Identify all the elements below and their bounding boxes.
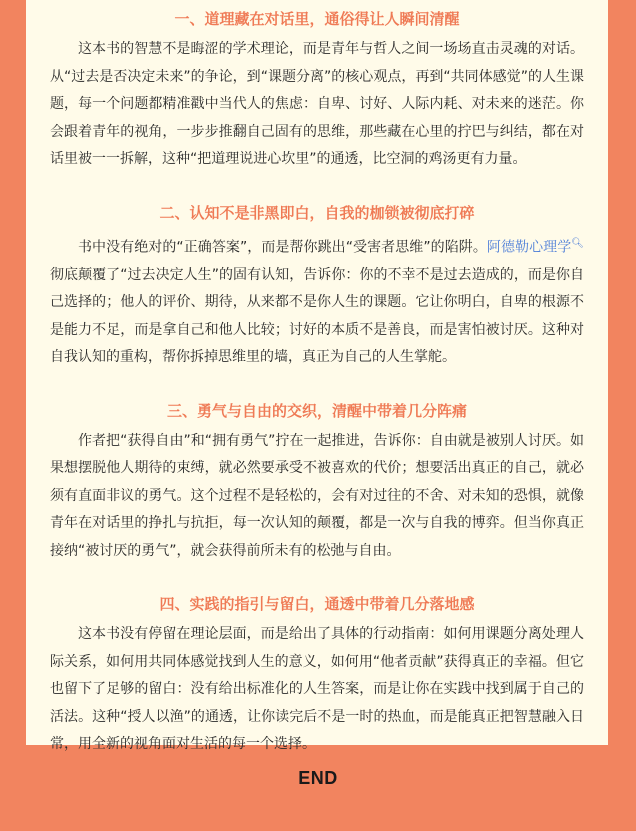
section-1 — [50, 6, 584, 174]
section-heading: 二、认知不是非黑即白，自我的枷锁被彻底打碎 — [159, 203, 475, 222]
section-4 — [50, 591, 584, 759]
body-text-after-link: 彻底颠覆了“过去决定人生”的固有认知，告诉你：你的不幸不是过去造成的，而是你自己选择的；他人的评价、期待，从来都不是你人生的课题。它让你明白，自卑的根源不是能力不足，而是拿自己和他人比较；讨好的本质不是善良，而是害怕被讨厌。这种对自我认知的重构，帮你拆掉思维里的墙，真正为自己的人生掌舵。 — [50, 266, 584, 366]
section-heading: 三、勇气与自由的交织，清醒中带着几分阵痛 — [166, 401, 467, 420]
section-heading: 一、道理藏在对话里，通俗得让人瞬间清醒 — [174, 10, 460, 28]
section-body: 这本书没有停留在理论层面，而是给出了具体的行动指南：如何用课题分离处理人际关系，如何用共同体感觉找到人生的意义，如何用“他者贡献”获得真正的幸福。但它也留下了足够的留白：没有给出标准化的人生答案，而是让你在实践中找到属于自己的活法。这种“授人以渔”的通透，让你读完后不是一时的热血，而是能真正把智慧融入日常，用全新的视角面对生活的每一个选择。 — [50, 626, 584, 753]
section-body — [50, 230, 584, 372]
section-body: 作者把“获得自由”和“拥有勇气”拧在一起推进，告诉你：自由就是被别人讨厌。如果想摆脱他人期待的束缚，就必然要承受不被喜欢的代价；想要活出真正的自己，就必须有直面非议的勇气。这个过程不是轻松的，会有对过往的不舍、对未知的恐惧，就像青年在对话里的挣扎与抗拒，每一次认知的颠覆，都是一次与自我的博弈。但当你真正接纳“被讨厌的勇气”，就会获得前所未有的松弛与自由。 — [50, 432, 584, 559]
body-text-before-link: 书中没有绝对的“正确答案”，而是帮你跳出“受害者思维”的陷阱。 — [78, 239, 487, 256]
section-2 — [50, 200, 584, 372]
end-label: END — [298, 768, 338, 788]
search-icon[interactable]: 🔍︎ — [571, 237, 584, 249]
section-heading: 四、实践的指引与留白，通透中带着几分落地感 — [159, 595, 475, 614]
section-3 — [50, 398, 584, 566]
article-card — [26, 0, 608, 753]
keyword-link[interactable]: 阿德勒心理学 — [486, 239, 572, 256]
section-body: 这本书的智慧不是晦涩的学术理论，而是青年与哲人之间一场场直击灵魂的对话。从“过去是否决定未来”的争论，到“课题分离”的核心观点，再到“共同体感觉”的人生课题，每一个问题都精准戳中当代人的焦虑：自卑、讨好、人际内耗、对未来的迷茫。你会跟着青年的视角，一步步推翻自己固有的思维，那些藏在心里的拧巴与纠结，都在对话里被一一拆解，这种“把道理说进心坎里”的通透，比空洞的鸡汤更有力量。 — [50, 41, 584, 167]
